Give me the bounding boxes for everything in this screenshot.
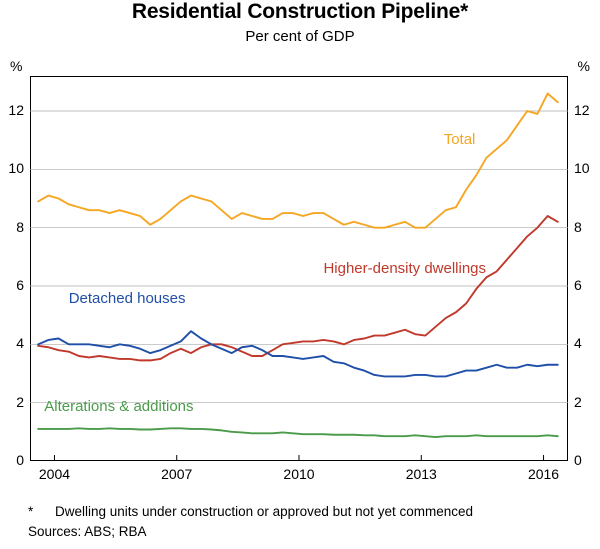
y-tick-label-right: 10	[574, 160, 590, 177]
y-axis-unit-left: %	[10, 58, 23, 74]
series-label-1: Total	[443, 131, 476, 149]
y-tick-label-right: 0	[574, 452, 582, 468]
x-tick-label: 2004	[38, 466, 71, 482]
x-tick-label: 2007	[161, 466, 193, 482]
y-axis-unit-right: %	[577, 58, 590, 74]
chart-subtitle: Per cent of GDP	[245, 28, 355, 45]
series-line-4	[38, 428, 558, 437]
x-tick-label: 2010	[283, 466, 315, 482]
footnote-marker: *	[28, 504, 34, 519]
series-line-1	[38, 94, 558, 228]
chart-title: Residential Construction Pipeline*	[131, 0, 469, 23]
y-tick-label-left: 6	[16, 277, 24, 293]
y-tick-label-left: 10	[8, 160, 24, 177]
series-label-2: Higher-density dwellings	[323, 259, 487, 277]
y-tick-label-left: 0	[16, 452, 24, 468]
x-tick-label: 2016	[527, 466, 560, 482]
y-tick-label-right: 4	[574, 335, 582, 352]
series-label-3: Detached houses	[68, 290, 186, 308]
series-line-2	[38, 216, 558, 360]
y-tick-label-left: 2	[16, 393, 24, 410]
footnote-text: Dwelling units under construction or approved but not yet commenced	[55, 504, 473, 519]
y-tick-label-right: 6	[574, 277, 582, 293]
y-tick-label-right: 12	[574, 102, 590, 118]
y-tick-label-right: 8	[574, 218, 582, 235]
y-tick-label-left: 12	[8, 102, 24, 118]
series-label-4: Alterations & additions	[44, 398, 194, 416]
y-tick-label-left: 4	[16, 335, 24, 352]
y-tick-label-right: 2	[574, 393, 582, 410]
footnote-sources: Sources: ABS; RBA	[28, 524, 147, 539]
x-tick-label: 2013	[405, 466, 437, 482]
series-line-3	[38, 331, 558, 376]
y-tick-label-left: 8	[16, 218, 24, 235]
